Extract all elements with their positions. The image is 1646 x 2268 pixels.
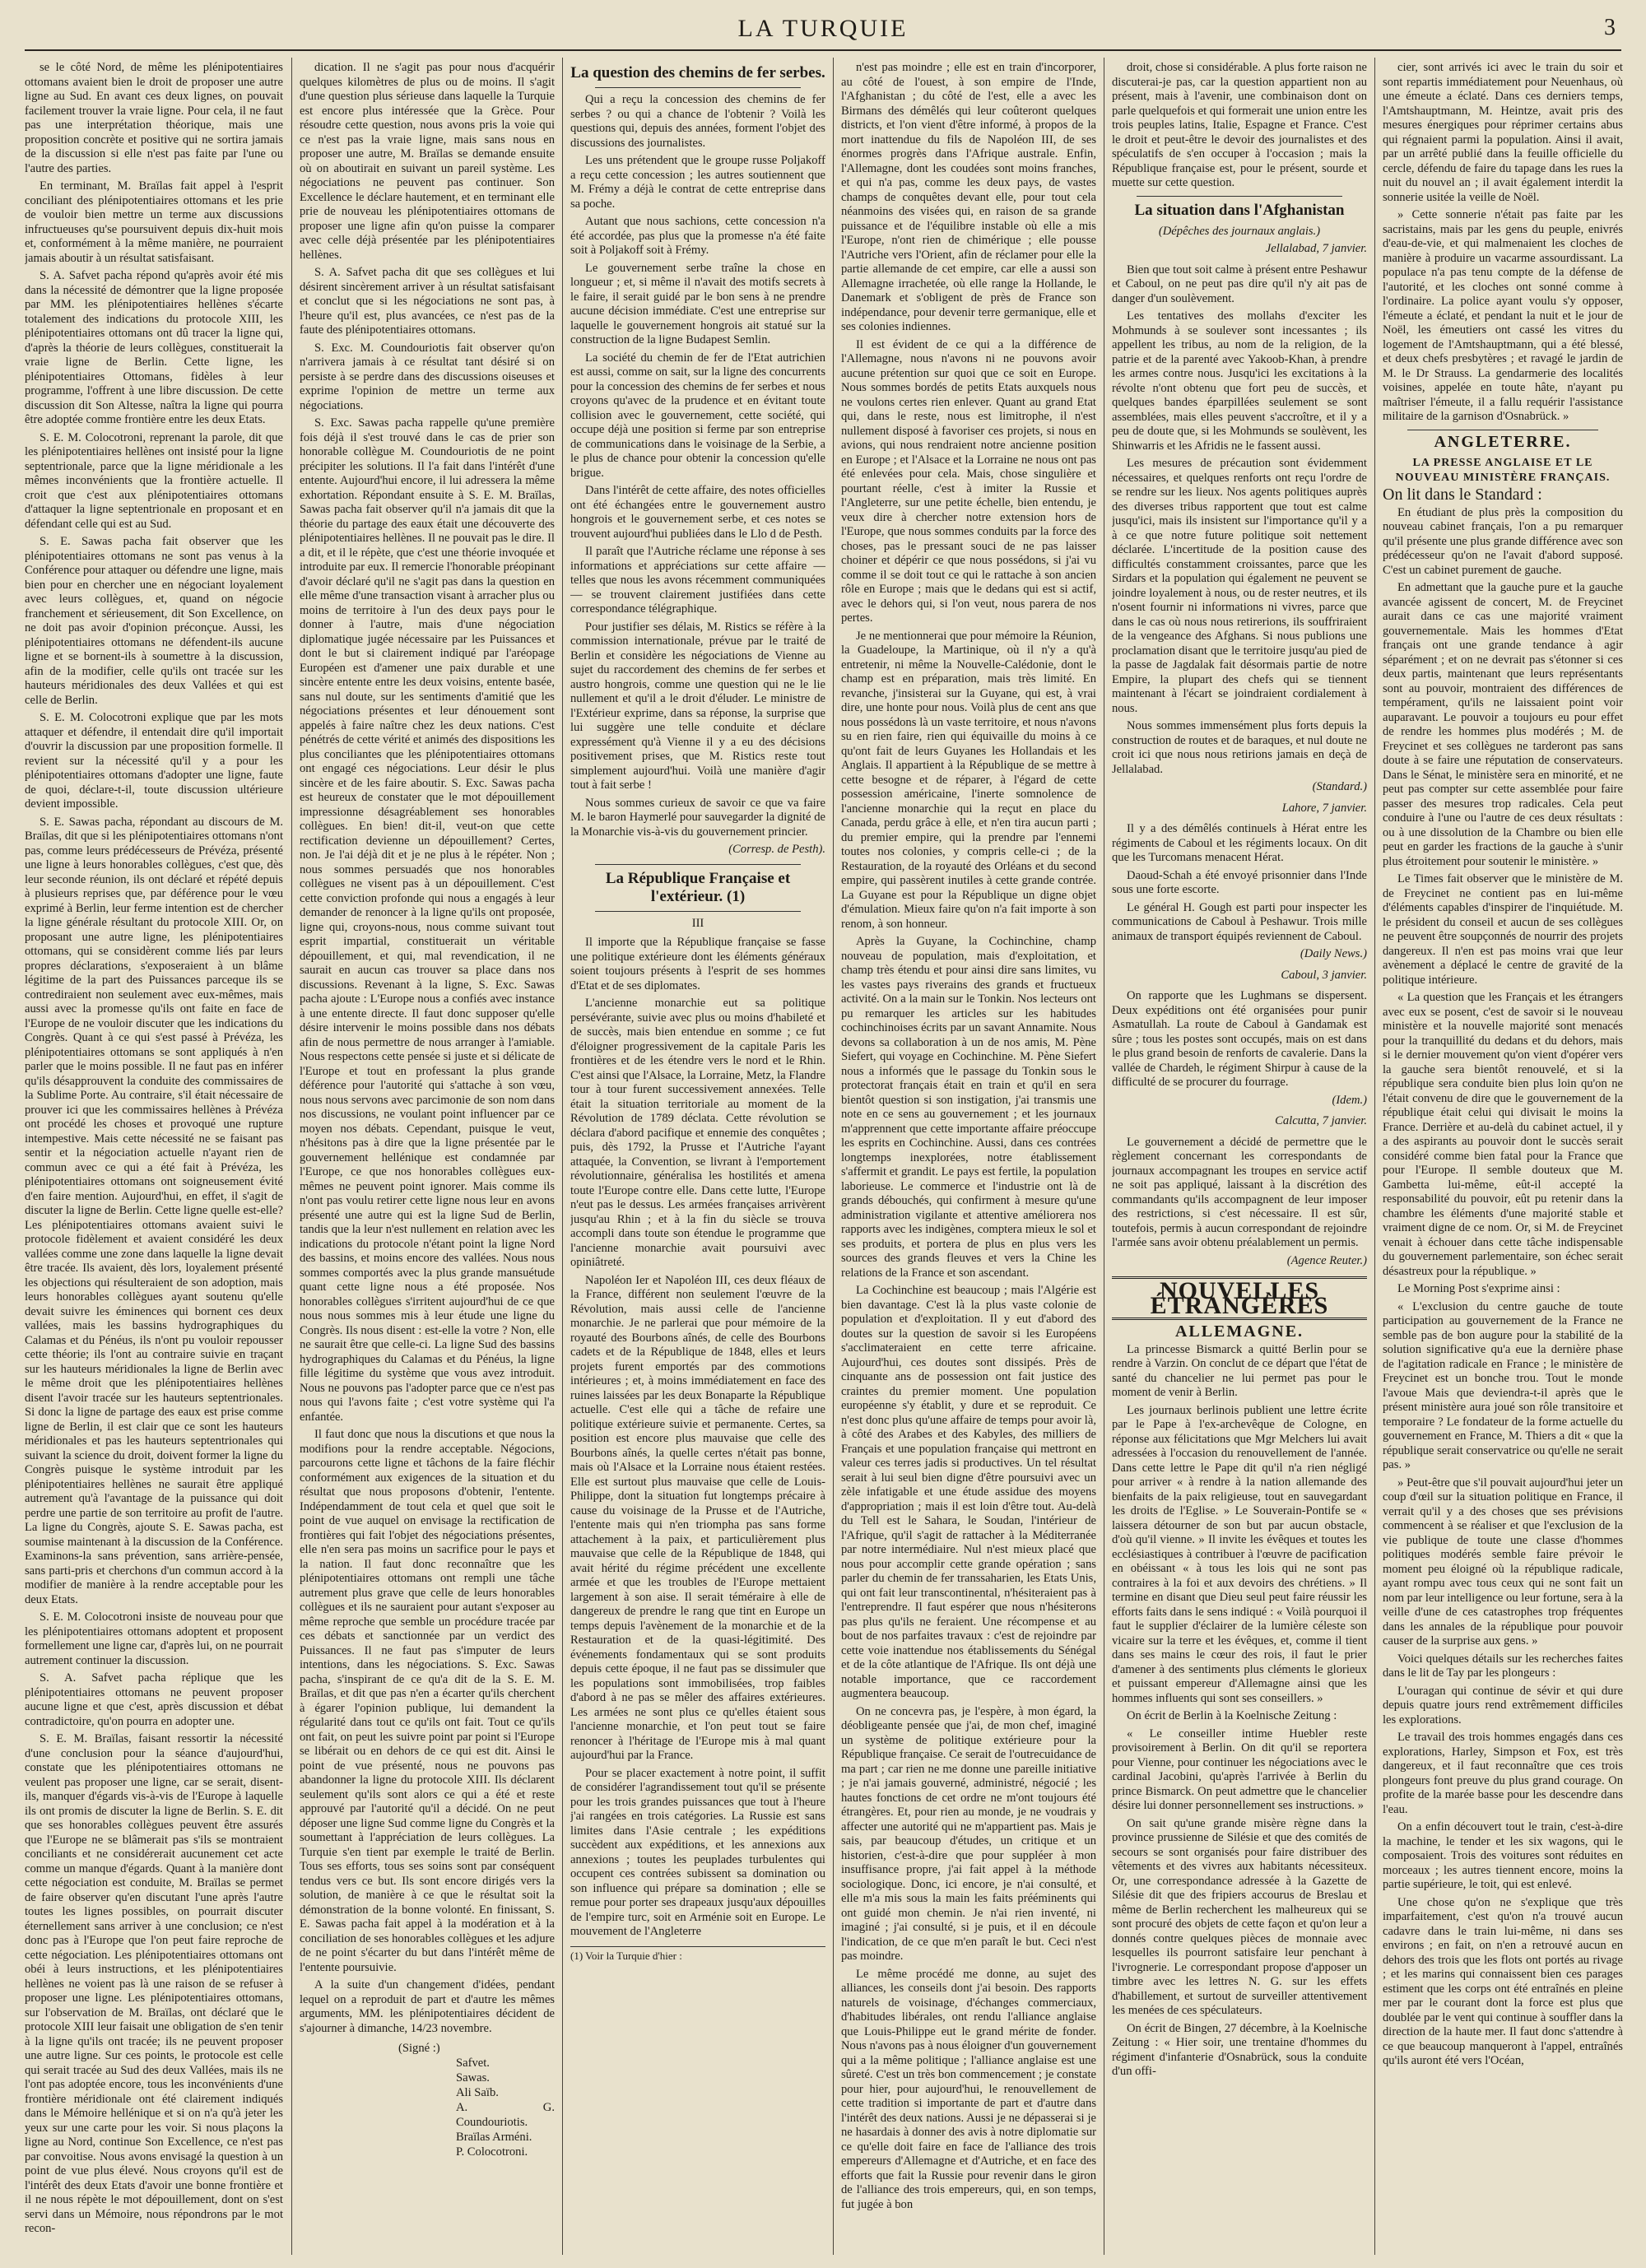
paragraph: se le côté Nord, de même les plénipotentiaires ottomans avaient bien le droit de proposer une autre ligne au Sud. En avant ces deux lignes, on pouvait facilement trouver la vraie ligne. Pour cela, il ne faut pas une interprétation théorique, mais une proposition concrète et positive qui ne sortira jamais de la discussion si elle n'est pas faite par l'une ou l'autre des parties. (25, 61, 283, 175)
headline-rule (595, 911, 801, 912)
paragraph: On rapporte que les Lughmans se dispersent. Deux expéditions ont été organisées pour punir Asmatullah. La route de Caboul à Gandamak est sûre ; tous les postes sont occupés, mais on est dans le plus grand besoin de renforts de cavalerie. Dans la vallée de Chardeh, le régiment Shirpur à cause de la difficulté de se procurer du fourrage. (1112, 989, 1367, 1089)
paragraph: On écrit de Berlin à la Koelnische Zeitung : (1127, 1709, 1337, 1722)
article-subhead: (Dépêches des journaux anglais.) (1158, 224, 1321, 238)
signature: Ali Saïb. (456, 2086, 499, 2099)
signature: Sawas. (456, 2071, 490, 2084)
paragraph: La Cochinchine est beaucoup ; mais l'Algérie est bien davantage. C'est là la plus vaste colonie de population et d'exploitation. Il y eut d'abord des doutes sur la question de savoir si les Européens s'acclimateraient en cette terre africaine. Aujourd'hui, ces doutes sont dissipés. Près de cinquante ans de possession ont fait justice des craintes du premier moment. Une population européenne s'y établit, y dure et se reproduit. Ce n'est donc plus qu'une affaire de temps pour avoir là, à côté des Arabes et des Kabyles, des milliers de Français et une population française qui mettront en valeur ces terres jadis si productives. Un tel résultat serait à lui seul bien digne d'être poursuivi avec un zèle infatigable et une étude assidue des moyens d'appropriation ; mais il est loin d'être tout. Au-delà du Tell est le Sahara, le Soudan, l'intérieur de l'Afrique, qu'il s'agit de rattacher à la Méditerranée par notre intermédiaire. Nul n'est mieux placé que nous pour accomplir cette grande opération ; sans parler du chemin de fer transsaharien, les Etats Unis, qui ont fait leur transcontinental, n'hésiteraient pas à l'entreprendre. Il faut espérer que nous n'hésiterons pas plus qu'ils ne feraient. Une récompense et au bout de nos parfaites travaux : c'est de rejoindre par cette voie inattendue nos établissements du Sénégal et de la côte atlantique de l'Afrique. Ils ont déjà une notable importance, que ce raccordement augmentera beaucoup. (841, 1284, 1096, 1700)
masthead (0, 12, 1646, 46)
paragraph: Daoud-Schah a été envoyé prisonnier dans l'Inde sous une forte escorte. (1112, 868, 1367, 896)
paragraph: Pour justifier ses délais, M. Ristics se réfère à la commission internationale, prévue par le traité de Berlin et considère les négociations de Vienne au sujet du raccordement des chemins de fer serbes et austro hongrois, comme une question qui ne le lie nullement et qu'il a le droit d'éluder. Le ministre de l'Extérieur exprime, dans sa réponse, la surprise que lui suggère une telle conduite et déclare expressément qu'à Vienne il y a eu des décisions positivement prises, que M. Ristics reste tout simplement aujourd'hui. Voilà une manière d'agir tout à fait serbe ! (570, 620, 825, 792)
article-headline: La question des chemins de fer serbes. (570, 64, 825, 81)
part-number: III (691, 916, 704, 930)
source-credit: (Daily News.) (1300, 947, 1367, 960)
paragraph: Les mesures de précaution sont évidemment nécessaires, et quelques renforts ont reçu l'ordre de se rendre sur les lieux. Nos agents politiques auprès des diverses tribus rapportent que tout est calme jusqu'ici, mais ils insistent sur l'importance qu'il y a à ce que notre future politique soit nettement déclarée. L'incertitude de la position cause des difficultés constamment croissantes, parce que les Sirdars et la population qui également ne peuvent se joindre loyalement à nous, ou de rester neutres, et ils n'osent fournir ni informations ni vivres, parce que dans le cas où nous nous retirerions, ils souffriraient de la vengeance des Afghans. Si nous publions une proclamation disant que le territoire jusqu'au pied de la passe de Jagdalak fait désormais partie de notre Empire, la plupart des chefs qui se tiennent maintenant à l'écart se joindraient cordialement à nous. (1112, 457, 1367, 715)
paragraph: Les uns prétendent que le groupe russe Poljakoff a reçu cette concession ; les autres soutiennent que M. Frémy a déjà le contrat de cette entreprise dans sa poche. (570, 154, 825, 211)
paragraph: En admettant que la gauche pure et la gauche avancée agissent de concert, M. de Freycinet aurait dans ce cas une majorité vraiment gouvernementale. Mais les hommes d'Etat français ont une grande tendance à agir séparément ; et on ne devrait pas s'étonner si ces deux partis, maintenant que leurs représentants sont au pouvoir, montraient des différences de tempérament, qu'ils ne laissaient point voir auparavant. Le pouvoir a toujours eu pour effet de rendre les hommes plus modérés ; M. de Freycinet et ses collègues ne tarderont pas sans doute à se faire une réputation de conservateurs. Dans le Sénat, le ministère sera en minorité, et ne peut pas compter sur cette assemblée pour faire passer des mesures trop radicales. Cela peut conduire à l'une ou l'autre de ces deux résultats : ou à une dissolution de la Chambre ou bien elle peut en garder les fractions de la gauche à s'unir plus étroitement pour soutenir le ministère. » (1383, 581, 1623, 868)
section-rule (1137, 196, 1342, 197)
masthead-rule (25, 49, 1621, 51)
source-credit: (Agence Reuter.) (1286, 1253, 1367, 1267)
paragraph: Une chose qu'on ne s'explique que très imparfaitement, c'est qu'on n'a trouvé aucun cadavre dans le train lui-même, ni dans ses environs ; en fait, on n'en a retrouvé aucun en dehors des trois que les flots ont portés au rivage ; et les marins qui connaissent bien ces parages estiment que les corps ont été entraînés en pleine mer par le courant dont la force est plus que doublée par le vent qui continue à souffler dans la direction de la haute mer. Il faut donc s'attendre à ce que beaucoup manqueront à l'appel, entraînés qu'ils auront été vers l'Océan, (1383, 1895, 1623, 2067)
signature: A. G. Coundouriotis. (456, 2101, 555, 2129)
paragraph: S. A. Safvet pacha répond qu'après avoir été mis dans la nécessité de démontrer que la ligne proposée par MM. les plénipotentiaires hellènes s'écarte totalement des indications du protocole XIII, les plénipotentiaires ottomans ont dû tracer la ligne qui, d'après la théorie de leurs collègues, constituerait la vraie ligne de Berlin. Cette ligne, les plénipotentiaires Ottomans, fidèles à leur programme, l'offrent à une libre discussion. De cette discussion dit Son Altesse, naîtra la ligne qui pourra être adoptée comme frontière entre les deux Etats. (25, 269, 283, 426)
paragraph: S. Exc. Sawas pacha rappelle qu'une première fois déjà il s'est trouvé dans le cas de prier son honorable collègue M. Coundouriotis de ne point précipiter les solutions. Il l'a fait dans l'intérêt d'une entente. Aujourd'hui encore, il lui adressera la même exhortation. Répondant ensuite à S. E. M. Braïlas, Sawas pacha fait observer qu'il n'a jamais dit que la théorie du partage des eaux était une découverte des plénipotentiaires hellènes. Il ne pouvait pas le dire. Il a dit, et il le répète, que c'est une théorie invoquée et introduite par eux. Il remercie l'honorable préopinant d'avoir déclaré qu'il ne s'agit pas dans la question en elle même d'une transaction visant à arracher plus ou moins de territoire à l'un des deux pays pour le donner à l'autre, mais d'une négociation diplomatique jugée nécessaire par les Puissances et dont le but si clairement indiqué par l'aréopage Européen est d'amener une paix durable et une sincère entente entre les deux voisins, entente basée, sans nul doute, sur les sentiments d'amitié que les négociations présentes et leur dénouement sont appelés à faire naître chez les deux nations. C'est pénétrés de cette vérité et animés des dispositions les plus conciliantes que les plénipotentiaires ottomans ont engagé ces négociations. Leur désir le plus sincère et de les faire aboutir. S. Exc. Sawas pacha est heureux de constater que le mot dépouillement impressionne désagréablement ses honorables collègues. En bien! dit-il, veut-on que cette rectification devienne un dépouillement? Certes, non. Je l'ai déjà dit et je ne plus à le répéter. Non ; nous sommes persuadés que nos honorables collègues ne visent pas à un dépouillement. C'est cette conviction profonde qui nous a engagés à leur demander de renoncer à la ligne qu'ils ont proposée, ligne qui, croyons-nous, nous comme suivant tout esprit impartial, constituerait un véritable dépouillement, et qui, mal revendication, il ne saurait en aucun cas trouver sa place dans nos discussions. Revenant à la ligne, S. Exc. Sawas pacha ajoute : L'Europe nous a confiés avec instance à une entente directe. Il faut donc supposer qu'elle désire intervenir le moins possible dans nos débats afin de nous permettre de nous arranger à l'amiable. Nous respectons cette pensée si juste et si délicate de l'Europe et tout en professant la plus grande déférence pour l'autorité qui s'attache à son vœu, nous nous servons avec parcimonie de son nom dans nos discussions, ne voulant point influencer par ce moyen nos débats. Cependant, puisque le veut, n'hésitons pas à dire que la ligne présentée par le gouvernement hellénique est condamnée par l'Europe, ce que nos honorables collègues eux-mêmes ne peuvent point ignorer. Mais comme ils n'ont pas voulu retirer cette ligne nous leur en avons présenté une autre qui est la ligne Sud de Berlin, tandis que la leur n'est nullement en relation avec les indications du protocole n'étant point la ligne Nord des bassins, et moins encore des vallées. Nous nous sommes comportés avec la plus grande mansuétude quant cette ligne nous a été proposée. Nos honorables collègues s'irritent aujourd'hui de ce que nous nous sommes mis à leur étude une ligne du Congrès. Ils nous disent : est-elle la votre ? Non, elle ne saurait être que celle-ci. La ligne Sud des bassins hydrographiques du Calamas et du Pénéus, la ligne fille légitime du système que vous avez introduit. Nous ne pouvons pas l'adopter parce que ce n'est pas nous qui l'avons faite ; c'est votre système qui l'a enfantée. (300, 416, 555, 1424)
paragraph: Il faut donc que nous la discutions et que nous la modifions pour la rendre acceptable. Négocions, parcourons cette ligne et tâchons de la faire fléchir conformément aux exigences de la situation et du résultat que nous proposons d'obtenir, l'entente. Indépendamment de tout cela et quel que soit le point de vue auquel on envisage la rectification de frontières qui fait l'objet des négociations présentes, elle n'en sera pas moins un sacrifice pour le pays et la nation. Il faut donc reconnaître que les plénipotentiaires ottomans ont rempli une tâche autrement plus grave que celle de leurs honorables collègues et ils ne sauraient pour autant s'exposer au même reproche que semble un procédure tracée par ces débats et sanctionnée par un verdict des Puissances. Il ne faut pas s'imputer de leurs intentions, dans les négociations. S. Exc. Sawas pacha, s'inspirant de ce qu'a dit de la S. E. M. Braïlas, et dit que pas n'en a écarter qu'ils cherchent à égarer l'opinion publique, lui demandent la régularité dans tout ce qu'ils ont fait. Tout ce qu'ils ont fait, on peut les suivre point par point si l'Europe se libérait ou en dehors de ce qui est dit. Ainsi le point de vue présenté, nous ne pouvons pas abandonner la ligne du protocole XIII. Ils déclarent seulement qu'ils sont alors ce qui a été et reste approuvé par l'autorité qu'il a décidé. On ne peut déposer une ligne Sud comme ligne du Congrès et la soumettant à l'appréciation de leurs collègues. La Turquie s'en tient par exemple le traité de Berlin. Tous ses efforts, tous ses soins sont par conséquent tendus vers ce but. Ils sont encore dirigés vers la solution, de manière à ce que le résultat soit la démonstration de la bonne volonté. En finissant, S. E. Sawas pacha fait appel à la modération et à la conciliation de ses honorables collègues et les adjure de ne point s'écarter du but dans l'intérêt même de l'entente poursuivie. (300, 1428, 555, 1974)
paragraph: cier, sont arrivés ici avec le train du soir et sont repartis immédiatement pour Neuenhaus, où une émeute a éclaté. Dans ces derniers temps, l'Amtshauptmann, M. Heintze, avait pris des mesures énergiques pour réprimer certains abus qui régnaient parmi la population. Ainsi il avait, par un arrêté publié dans la feuille officielle du cercle, défendu de faire du tapage dans les rues la nuit du nouvel an ; il avait également interdit la sonnerie usitée la veille de Noël. (1383, 61, 1623, 204)
paragraph: S. A. Safvet pacha dit que ses collègues et lui désirent sincèrement arriver à un résultat satisfaisant et conclut que si les négociations ne sont pas, à l'heure qu'il est, plus avancées, ce n'est pas de la faute des plénipotentiaires ottomans. (300, 266, 555, 337)
column-divider (833, 58, 834, 2255)
paragraph: On ne concevra pas, je l'espère, à mon égard, la déobligeante pensée que j'ai, de mon chef, imaginé un système de politique extérieure pour la République française. Ce serait de l'outrecuidance de ma part ; car rien ne me donne une pareille initiative ; je n'ai jamais gouverné, administré, négocié ; les hautes fonctions de cet ordre ne m'ont toujours été étrangères. Et, pour rien au monde, je ne voudrais y affecter une autorité qui ne m'appartient pas. Mais je sais, par beaucoup d'études, un critique et un historien, c'est-à-dire que pour suppléer à mon insuffisance propre, j'ai fait appel à la méthode sociologique. Donc, ici encore, je n'ai consulté, et elle m'a mis sous la main les faits prééminents qui ont guidé mon chemin. Je n'ai rien inventé, ni imaginé ; j'ai consulté, si je puis, et il en découle l'indication, de ce que m'en paraît le but. Ceci n'est pas moindre. (841, 1704, 1096, 1963)
paragraph: Les journaux berlinois publient une lettre écrite par le Pape à l'ex-archevêque de Cologne, en réponse aux félicitations que Mgr Melchers lui avait adressées à l'occasion du renouvellement de l'année. Dans cette lettre le Pape dit qu'il n'a rien négligé pour arriver « à rendre à la nation allemande des bienfaits de la paix religieuse, tout en sauvegardant les droits de l'Eglise. » Le Souverain-Pontife se « laissera détourner de son but par aucun obstacle, d'où qu'il vienne. » Il invite les évêques et toutes les ecclésiastiques à contribuer à l'œuvre de pacification en obéissant « à tous les lois qui ne sont pas contraires à la foi et aux devoirs des chrétiens. » Il termine en disant que Dieu seul peut faire réussir les efforts faits dans le sens indiqué : « Voilà pourquoi il faut le supplier d'éclairer de la lumière céleste son vicaire sur la terre et les évêques, et, comme il tient dans ses mains le cœur des rois, il faut le prier d'amener à des sentiments plus cléments le glorieux et puissant empereur d'Allemagne ainsi que les hommes influents qui sont ses conseillers. » (1112, 1403, 1367, 1705)
paragraph: S. E. Sawas pacha fait observer que les plénipotentiaires ottomans ne sont pas venus à la Conférence pour attaquer ou défendre une ligne, mais bien pour en chercher une en négociant loyalement avec leurs collègues, et, quand on négocie franchement et sérieusement, dit Son Excellence, on ne doit pas avoir d'opinion préconçue. Aussi, les plénipotentiaires ottomans ne défendent-ils aucune ligne et se bornent-ils à soumettre à la discussion, afin de la modifier, celle qu'ils ont tracée sur les hauteurs méridionales des deux Vallées et qui est celle de Berlin. (25, 535, 283, 707)
column-2 (300, 61, 555, 2250)
paragraph: Le Times fait observer que le ministère de M. de Freycinet ne contient pas en lui-même d'éléments capables d'inspirer de l'inquiétude. M. le président du conseil et aucun de ses collègues ne peuvent être soupçonnés de nourrir des projets dangereux. Il n'en est pas moins vrai que leur avènement a déplacé le centre de gravité de la politique intérieure. (1383, 872, 1623, 987)
column-4 (841, 61, 1096, 2250)
paragraph: S. E. M. Braïlas, faisant ressortir la nécessité d'une conclusion pour la séance d'aujourd'hui, constate que les plénipotentiaires ottomans ne veulent pas proposer une ligne, car se serait, disent-ils, manquer d'égards vis-à-vis de l'Europe à laquelle ils ont promis de discuter la ligne de Berlin. S. E. dit que ses honorables collègues peuvent être assurés que l'Europe ne se blâmerait pas s'ils se montraient conciliants et ne considérerait aucunement cet acte comme un manque d'égards. Quant à la manière dont cette négociation est conduite, M. Braïlas se permet de faire observer qu'en discutant l'une après l'autre toutes les lignes possibles, on pourrait discuter éternellement sans arriver à une conclusion; ce n'est donc pas à l'Europe que l'on peut faire reproche de cette négociation. Les plénipotentiaires ottomans ont obéi à leurs instructions, et les plénipotentiaires hellènes ne voient pas là une raison de se refuser à proposer une ligne. Les plénipotentiaires ottomans, sur l'observation de M. Braïlas, ont déclaré que le protocole XIII leur faisait une obligation de s'en tenir à la ligne qu'ils ont tracée; ils ne peuvent proposer une autre ligne. Sur ces points, le protocole est celle qui serait tracée au Sud des deux Vallées, mais ils ne l'ont pas adoptée encore, tous les inconvénients d'une frontière méridionale ont été clairement indiqués dans le Mémoire hellénique et si on n'a qu'à jeter les yeux sur une carte pour les voir. Si nous plaçons la ligne au Nord, continue Son Excellence, ce n'est pas par convoitise. Nous avons envisagé la question à un point de vue plus élevé. Nous croyons qu'il est de l'intérêt des deux Etats d'avoir une bonne frontière et il ne nous répète le mot dépouillement, dont on s'est servi dans un Mémoire, nous répondrons par le mot recon- (25, 1732, 283, 2235)
paragraph: Napoléon Ier et Napoléon III, ces deux fléaux de la France, différent non seulement l'œuvre de la Révolution, mais aussi celle de l'ancienne monarchie. Je ne parlerai que pour mémoire de la royauté des Bourbons aînés, de celle des Bourbons cadets et de la République de 1848, elles et leurs projets furent emportés par des commotions intérieures ; et, à moins immédiatement en face des ruines laissées par les deux Bonaparte la République actuelle. C'est elle qui a tâche de refaire une politique extérieure suivie et permanente. Certes, sa position est encore plus mauvaise que celle des Bourbons aînés, la quelle certes n'était pas bonne, mais où l'Alsace et la Lorraine nous étaient restées. Elle est surtout plus mauvaise que celle de Louis-Philippe, dont la situation fut longtemps précaire à cause du voisinage de la Prusse et de l'Autriche, l'entente mais qui n'en triompha pas sans forme attachement à la paix, et particulièrement plus mauvaise que celle de la République de 1848, qui avait hérité du régime précédent une excellente armée et que les troubles de l'Europe mettaient largement à son aise. Il serait téméraire à elle de dangereux de prendre le rang que tint en Europe un temps depuis l'avènement de la monarchie et de la Restauration et de la quasi-légitimité. Des événements fondamentaux qui se sont produits depuis cette époque, il ne faut pas se dissimuler que les populations sont immobilisées, trop faibles d'abord à ne pas se mêler des affaires extérieures. Les armées ne sont plus ce qu'elles étaient sous l'ancienne monarchie, et l'on peut tout se faire renoncer à l'héritage de l'Europe mis à mal quant aujourd'hui par la France. (570, 1273, 825, 1762)
country-head: ANGLETERRE. (1434, 432, 1572, 451)
paragraph: En étudiant de plus près la composition du nouveau cabinet français, l'on a pu remarquer qu'il présente une plus grande différence avec son prédécesseur qu'on ne l'avait d'abord supposé. C'est un cabinet purement de gauche. (1383, 505, 1623, 577)
paragraph: « La question que les Français et les étrangers avec eux se posent, c'est de savoir si le nouveau ministère et la nouvelle majorité sont menacés pour la tranquillité du dedans et du dehors, mais si le dernier mouvement qu'on vient d'opérer vers la gauche sera bientôt renouvelé, et si la république sera conduite bien plus loin qu'on ne l'était convenu de dire que le gouvernement de la république était celui qui divisait le moins la France. Derrière et au-delà du cabinet actuel, il y a des aspirants au pouvoir dont le succès serait considéré comme bien fatal pour la France que pour l'Europe. Il semble douteux que M. Gambetta lui-même, eût-il accepté la responsabilité du pouvoir, eût pu retenir dans la chambre les éléments d'une majorité stable et vraiment digne de ce nom. Or, si M. de Freycinet venait à échouer dans cette tâche indispensable du gouvernement parlementaire, son échec serait désastreux pour la république. » (1383, 991, 1623, 1278)
column-5 (1112, 61, 1367, 2250)
paragraph: S. E. Sawas pacha, répondant au discours de M. Braïlas, dit que si les plénipotentiaires ottomans n'ont pas, comme leurs prédécesseurs de Prévéza, présenté une ligne à leurs honorables collègues, c'est que, dès leur seconde réunion, ils ont déclaré et répété depuis à plusieurs reprises que, par déférence pour le vœu exprimé à Berlin, leur ferme intention est de chercher la ligne générale résultant du protocole XIII. Or, on proposant une autre ligne, les plénipotentiaires ottomans, qui se considèrent comme liés par leurs propres déclarations, s'exposeraient à un blâme légitime de la part des Puissances parceque ils se contrediraient non seulement avec eux-mêmes, mais aussi avec la promesse qu'ils ont faite en face de l'Europe de ne vouloir discuter que les indications du Congrès. Quant à ce qui s'est passé à Prévéza, les plénipotentiaires ottomans se sont appliqués à n'en parler que le moins possible. Il ne faut pas en inférer qu'ils désapprouvent la conduite des commissaires de la Sublime Porte. Au contraire, s'il était nécessaire de prouver ici que les commissaires hellènes à Prévéza ont procédé les choses et provoqué une rupture intempestive. Mais cette nécessité ne se faisant pas sentir et la négociation actuelle n'ayant rien de commun avec ce qui a été fait à Prévéza, les plénipotentiaires ottomans ont soigneusement évité d'en faire mention. Aujourd'hui, en effet, il s'agit de discuter la ligne de Berlin. Cette ligne quelle est-elle? Les plénipotentiaires ottomans avaient suivi le protocole fidèlement et avaient considéré les deux vallées comme une zone dans laquelle la ligne devait être tracée. Ils avaient, dès lors, loyalement présenté les objections qui résulteraient de son adoption, mais leurs honorables collègues ayant soutenu qu'elle devait suivre les éminences qui bornent ces deux vallées, mais les bassins hydrographiques du Calamas et du Pénéus, ils n'ont pu vouloir repousser cette théorie; ils l'ont au contraire suivie en traçant sur les hauteurs méridionales la ligne de Berlin avec le même droit que les plénipotentiaires hellènes disent l'avoir tracée sur les hauteurs septentrionales. Si donc la ligne de partage des eaux est prise comme ligne de Berlin, il est clair que ce sont les hauteurs méridionales et pas les hauteurs septentrionales qui suivant la science du droit, doivent former la ligne du Congrès puisque le système introduit par les plénipotentiaires hellènes ne saurait être appliqué autrement qu'à l'avantage de la puissance qui doit perdre une partie de son territoire au profit de l'autre. La ligne du Congrès, ajoute S. E. Sawas pacha, est soumise maintenant à la discussion de la Conférence. Examinons-la sans prévention, sans arrière-pensée, sans parti-pris et cherchons d'un commun accord à la modifier de manière à la rendre acceptable pour les deux Etats. (25, 815, 283, 1606)
country-head: ALLEMAGNE. (1174, 1322, 1304, 1341)
source-credit: (Idem.) (1332, 1093, 1367, 1107)
paragraph: Il importe que la République française se fasse une politique extérieure dont les éléments généraux soient toujours présents à l'esprit de ses hommes d'Etat et de ses diplomates. (570, 936, 825, 992)
paragraph: Après la Guyane, la Cochinchine, champ nouveau de population, mais d'exploitation, et champ très étendu et pour ainsi dire sans limites, vu les vastes pays riverains des grands et fructueux activité. On a la main sur le Tonkin. Nos lecteurs ont pu remarquer les articles sur les habitudes cochinchinoises écrits par un savant Annamite. Nous devons sa collaboration à un de nos amis, M. Pène Siefert, qui voyage en Cochinchine. M. Pène Siefert nous a informés que le passage du Tonkin sous le protectorat français était en train et qu'il en sera bientôt question si son instigation, j'ai transmis une note en ce sens au gouvernement ; et les journaux m'apprennent que cette importante affaire préoccupe les esprits en Cochinchine. Aussi, dans ces contrées longtemps inexplorées, notre établissement s'affermit et grandit. Le pays est fertile, la population laborieuse. Le commerce et l'industrie ont là de grands débouchés, qui confirment à mesure qu'une administration vigilante et attentive améliorera nos rapports avec les indigènes, comptera mieux le sol et ses produits, et portera de plus en plus vers les sources des grands fleuves et vers la Chine les relations de la France et son ascendant. (841, 935, 1096, 1280)
dateline: Calcutta, 7 janvier. (1275, 1114, 1367, 1127)
paragraph: Le même procédé me donne, au sujet des alliances, les conseils dont j'ai besoin. Des rapports naturels de voisinage, d'échanges commerciaux, d'habitudes libérales, ont rendu l'alliance anglaise que Louis-Philippe eut le grand mérite de fonder. Nous n'avons pas à nous éloigner d'un gouvernement qui a la même politique ; l'alliance anglaise est une sûreté. C'est un très bon commencement ; je constate pour hier, pour aujourd'hui, le renouvellement de cette tradition si importante de part et d'autre dans l'intérêt des deux nations. Aussi je ne dépasserai si je ne hasardais à donner des avis à notre diplomatie sur ce qu'elle doit faire en face de l'alliance des trois empereurs d'Allemagne et d'Autriche, et en face des efforts que fait la Russie pour revenir dans le giron de l'alliance des trois empereurs, qui, en son temps, fut jugée à bon (841, 1967, 1096, 2211)
paragraph: dication. Il ne s'agit pas pour nous d'acquérir quelques kilomètres de plus ou de moins. Il s'agit d'une question plus sérieuse dans laquelle la Turquie est encore plus intéressée que la Grèce. Pour résoudre cette question, nous avons pris la voie qui ce n'est pas la vraie ligne, mais sans nous en proposer une autre, M. Braïlas se demande ensuite où on aboutirait en suivant un pareil système. Les négociations ne peuvent pas continuer. Son Excellence le déclare hautement, et en terminant elle prie de nouveau les plénipotentiaires ottomans de proposer une ligne afin qu'on puisse la comparer avec celle déjà présentée par les plénipotentiaires hellènes. (300, 61, 555, 262)
dateline: Caboul, 3 janvier. (1281, 968, 1367, 982)
dateline: Lahore, 7 janvier. (1281, 801, 1367, 815)
column-divider (1374, 58, 1375, 2255)
paragraph: S. A. Safvet pacha réplique que les plénipotentiaires ottomans ne peuvent proposer aucune ligne et que c'est, après discussion et débat contradictoire, qu'on pourra en adopter une. (25, 1671, 283, 1728)
section-banner: NOUVELLES ÉTRANGÈRES (1112, 1276, 1367, 1320)
paragraph: n'est pas moindre ; elle est en train d'incorporer, au côté de l'ouest, à son empire de l'Inde, l'Afghanistan ; du côté de l'est, elle a avec les Birmans des démêlés qui leur coûteront quelques districts, et l'on vient d'être informé, à propos de la mort inattendue du fils de Napoléon III, de ses énormes progrès dans l'Afrique australe. Enfin, l'Allemagne, dont les coudées sont moins franches, et qui n'a pas, comme les deux pays, de vastes champs de conquêtes devant elle, pour tout cela néanmoins des visées qui, en raison de sa grande puissance et de l'équilibre instable où elle a mis l'Europe, n'ont rien de chimérique ; elle pousse l'Autriche vers l'Orient, afin de réclamer pour elle la partie allemande de cet empire, car elle a aussi son Allemagne irrachetée, où elle range la Hollande, le Danemark et s'obligent de près de France son indépendance, pour devenir terre germanique, elle et ses colonies indiennes. (841, 61, 1096, 333)
paragraph: On écrit de Bingen, 27 décembre, à la Koelnische Zeitung : « Hier soir, une trentaine d'hommes du régiment d'infanterie d'Osnabrück, sous la conduite d'un offi- (1112, 2021, 1367, 2078)
paragraph: Autant que nous sachions, cette concession n'a été accordée, pas plus que la promesse n'a été faite soit à Poljakoff soit à Frémy. (570, 215, 825, 257)
article-headline: La République Française et l'extérieur. (1) (605, 869, 791, 905)
paragraph: Il est évident de ce qui a la différence de l'Allemagne, nous n'avons ni ne pouvons avoir aucune prétention sur quoi que ce soit en Europe. Nous sommes bordés de petits Etats auxquels nous ne voulons certes rien enlever. Quant au grand Etat qui, dans le reste, nous est limitrophe, il n'est nullement disposé à favoriser ces projets, si nous en avions, qui nous rendraient notre ancienne position en Europe ; et l'Alsace et la Lorraine ne nous ont pas été enlevées pour cela. Mais, chose singulière et pourtant réelle, c'est à imiter la Russie et l'Angleterre, sur une petite échelle, bien entendu, je veux dire à chercher notre extension hors de l'Europe, que nous sommes conduits par la force des choses, pas le pressant souci de ne pas laisser choiner et dépérir ce que nous possédons, si j'ai vu comme il se doit tout ce qui le rattache à son ancien rôle en Europe ; mais que le dedans qui est si actif, avec le dehors qui, si l'on veut, nous parera de nos pertes. (841, 337, 1096, 625)
paragraph: Bien que tout soit calme à présent entre Peshawur et Caboul, on ne peut pas dire qu'il n'y ait pas de danger d'un soulèvement. (1112, 263, 1367, 305)
column-1 (25, 61, 283, 2250)
signature-label: (Signé :) (398, 2042, 440, 2055)
source-credit: (Corresp. de Pesth). (728, 843, 825, 856)
footnote: (1) Voir la Turquie d'hier : (570, 1946, 825, 1964)
paragraph: Qui a reçu la concession des chemins de fer serbes ? ou qui a chance de l'obtenir ? Voilà les questions qui, depuis des années, forment l'objet des discussions des journalistes. (570, 93, 825, 150)
signature-block (398, 2041, 555, 2159)
column-divider (291, 58, 292, 2255)
paragraph: droit, chose si considérable. A plus forte raison ne discuterai-je pas, car la question appartient non au présent, mais à l'avenir, une combinaison dont on parle quelquefois et qui formerait une union entre les trois peuples latins, Italie, Espagne et France. C'est le droit et peut-être le devoir des journalistes et des spéculatifs de s'en occuper à l'occasion ; mais la République française est, pour le présent, sourde et muette sur cette question. (1112, 61, 1367, 189)
paragraph: « L'exclusion du centre gauche de toute participation au gouvernement de la France ne semble pas de bon augure pour la stabilité de la solution significative qu'a eue la dernière phase de l'agitation radicale en France ; le ministère de Freycinet est un bonche trou. Tout le monde l'avoue Mais que deviendra-t-il après que le présent ministère aura joué son rôle transitoire et temporaire ? Le fondateur de la forme actuelle du gouvernement en France, M. Thiers a dit « que la république serait conservatrice ou qu'elle ne serait pas. » (1383, 1299, 1623, 1471)
paragraph: » Peut-être que s'il pouvait aujourd'hui jeter un coup d'œil sur la situation politique en France, il verrait qu'il y a des choses que ses prévisions commencent à se réaliser et que l'exclusion de la vie publique de toute une classe d'hommes politiques modérés semble faire prévoir le moment peu éloigné où la république radicale, ayant rompu avec tous ceux qui ne sont fait un nom par leur intelligence ou leur fortune, sera à la veille d'une de ces catastrophes trop fréquentes dans les annales de la république pour pouvoir causer de la surprise aux gens. » (1383, 1476, 1623, 1648)
headline-rule (595, 87, 801, 88)
column-3 (570, 61, 825, 2250)
source-credit: (Standard.) (1312, 780, 1367, 793)
paragraph: La princesse Bismarck a quitté Berlin pour se rendre à Varzin. On conclut de ce départ que l'état de santé du chancelier ne lui permet pas pour le moment de venir à Berlin. (1112, 1342, 1367, 1399)
paragraph: Les tentatives des mollahs d'exciter les Mohmunds à se soulever sont incessantes ; ils appellent les tribus, au nom de la religion, de la patrie et de la parenté avec Yakoob-Khan, à prendre les armes contre nous. Jusqu'ici les excitations à la révolte n'ont obtenu que fort peu de succès, et quelques bandes éparpillées seulement se sont assemblées, mais elles peuvent s'accroître, et il y a peu de doute que, si les Mohmunds se soulèvent, les Shinwarris et les Afridis ne le fassent aussi. (1112, 309, 1367, 453)
paragraph: On a enfin découvert tout le train, c'est-à-dire la machine, le tender et les six wagons, qui le composaient. Trois des voitures sont réduites en morceaux ; les autres tiennent encore, moins la partie supérieure, le toit, qui est enlevé. (1383, 1820, 1623, 1891)
paragraph: » Cette sonnerie n'était pas faite par les sacristains, mais par les gens du peuple, enivrés d'eau-de-vie, et qui malmenaient les cloches de manière à produire un vacarme assourdissant. La populace n'a pas tenu compte de la défense de l'autorité, et les cloches ont sonné comme à l'ordinaire. La police ayant voulu s'y opposer, l'émeute a éclaté, et pendant la nuit et le jour de Noël, les émeutiers ont cassé les vitres du logement de l'Amtshauptmann, qui a été blessé, et deux chefs presbytères ; et ravagé le jardin de M. le Dr Strauss. La gendarmerie des localités voisines, appelée en toute hâte, n'ayant pu maîtriser l'émeute, il a fallu requérir l'assistance militaire de la garnison d'Osnabrück. » (1383, 208, 1623, 423)
paragraph: Le gouvernement serbe traîne la chose en longueur ; et, si même il n'avait des motifs secrets à le faire, il serait guidé par le bon sens à ne prendre aucune décision immédiate. C'est une entreprise sur laquelle le gouvernement hongrois ait statué sur la construction de la ligne Budapest Semlin. (570, 261, 825, 346)
paragraph: L'ouragan qui continue de sévir et qui dure depuis quatre jours rend extrêmement difficiles les explorations. (1383, 1684, 1623, 1727)
article-headline: La situation dans l'Afghanistan (1134, 201, 1345, 219)
paragraph: Il y a des démêlés continuels à Hérat entre les régiments de Caboul et les régiments locaux. On dit que les Turcomans menacent Hérat. (1112, 822, 1367, 864)
paragraph: Le gouvernement a décidé de permettre que le règlement concernant les correspondants de journaux accompagnant les troupes en service actif ne soit pas appliqué, laissant à la discrétion des commandants qu'ils accompagnent de leur imposer des restrictions, si c'est nécessaire. Il est sûr, toutefois, permis à aucun correspondant de rejoindre l'armée sans avoir obtenu préalablement un permis. (1112, 1135, 1367, 1249)
signature: Safvet. (456, 2057, 490, 2070)
paragraph: Il paraît que l'Autriche réclame une réponse à ses informations et appréciations sur cette affaire — telles que nous les avons récemment communiquées — se trouvent clairement justifiées dans cette correspondance télégraphique. (570, 545, 825, 616)
paragraph: Le général H. Gough est parti pour inspecter les communications de Caboul à Peshawur. Trois mille animaux de transport équipés reviennent de Caboul. (1112, 900, 1367, 943)
paragraph: Pour se placer exactement à notre point, il suffit de considérer l'agrandissement tout qu'il se présente pour les trois grandes puissances que tout à l'heure j'ai rangées en trois catégories. La Russie est sans limites dans l'Asie centrale ; les expéditions succèdent aux expéditions, et les annexions aux annexions ; toutes les peuplades turbulentes qui occupent ces contrées subissent sa domination ou son influence qui prépare sa domination ; elle se remue pour porter ses drapeaux jusqu'aux dépouilles de l'empire turc, soit en Arménie soit en Europe. Le mouvement de l'Angleterre (570, 1766, 825, 1938)
signature: Braïlas Arméni. (456, 2131, 532, 2144)
article-intro: On lit dans le Standard : (1383, 486, 1542, 504)
paragraph: Je ne mentionnerai que pour mémoire la Réunion, la Guadeloupe, la Martinique, où il n'y a qu'à entretenir, ni même la Nouvelle-Calédonie, dont le champ est en préparation, mais très limité. En revanche, j'insisterai sur la Guyane, qui est, à vrai dire, une honte pour nous. Voilà plus de cent ans que nous possédons là un vaste territoire, et nous n'avons su en rien faire, rien qui équivaille du moins à ce qu'ont fait de leurs Guyanes les Hollandais et les Anglais. Il appartient à la République de se mettre à cette besogne et de réparer, à l'égard de cette possession américaine, l'inerte somnolence de l'ancienne monarchie qui la reçut en place du Canada, perdu grâce à elle, et n'en tira aucun parti ; du premier empire, qui la prendre par l'ennemi toutes nos colonies, y compris celle-ci ; de la Restauration, de la royauté des Orléans et du second empire, qui passèrent inutiles à cette grande contrée. La Guyane est pour la République un digne objet d'émulation. Mieux faire qu'on n'a fait importe à son renom, à son honneur. (841, 629, 1096, 931)
section-rule (595, 864, 801, 865)
paragraph: Le travail des trois hommes engagés dans ces explorations, Harley, Simpson et Fox, est très dangereux, et il faut reconnaître que ces trois plongeurs font preuve du plus grand courage. On profite de la marée basse pour les descendre dans l'eau. (1383, 1731, 1623, 1816)
article-subhead: LA PRESSE ANGLAISE ET LE NOUVEAU MINISTÈRE FRANÇAIS. (1395, 457, 1611, 484)
paragraph: S. E. M. Colocotroni, reprenant la parole, dit que les plénipotentiaires hellènes ont insisté pour la ligne septentrionale, parce que la ligne méridionale a les mêmes inconvénients que la frontière actuelle. Il croit que c'est aux plénipotentiaires ottomans d'attaquer la ligne septentrionale en proposant et en défendant celle qui est au Sud. (25, 430, 283, 531)
paragraph: S. E. M. Colocotroni explique que par les mots attaquer et défendre, il entendait dire qu'il importait d'ouvrir la discussion par une proposition formelle. Il revient sur la nécessité qu'il y a pour les plénipotentiaires ottomans d'adopter une ligne, faute de quoi, déclare-t-il, toute discussion ultérieure devient impossible. (25, 711, 283, 811)
paragraph: On sait qu'une grande misère règne dans la province prussienne de Silésie et que des comités de secours se sont organisés pour faire distribuer des vêtements et des vivres aux habitants nécessiteux. Or, une correspondance adressée à la Gazette de Silésie dit que des fripiers accourus de Breslau et même de Berlin recherchent les malheureux qui se sont procuré des objets de cette façon et qu'on leur a donnés contre quelques pièces de monnaie avec lesquelles ils pourront satisfaire leur penchant à l'ivrognerie. Le correspondant propose d'apposer un timbre avec les lettres N. G. sur les effets d'habillement, et surtout de surveiller attentivement les menées de ces spéculateurs. (1112, 1816, 1367, 2017)
paragraph: A la suite d'un changement d'idées, pendant lequel on a reproduit de part et d'autre les mêmes arguments, MM. les plénipotentiaires décident de s'ajourner à dimanche, 14/23 novembre. (300, 1978, 555, 2035)
paragraph: S. Exc. M. Coundouriotis fait observer qu'on n'arrivera jamais à ce résultat tant désiré si on persiste à se perdre dans des discussions oiseuses et exprime l'opinion de mettre un terme aux négociations. (300, 341, 555, 412)
masthead-title: LA TURQUIE (737, 15, 909, 42)
paragraph: Nous sommes immensément plus forts depuis la construction de routes et de baraques, et nul doute ne croit ici que nous nous retirions jamais en deçà de Jellalabad. (1112, 719, 1367, 776)
column-6 (1383, 61, 1623, 2250)
paragraph: S. E. M. Colocotroni insiste de nouveau pour que les plénipotentiaires ottomans adoptent et proposent formellement une ligne car, d'après lui, on ne pourrait autrement continuer la discussion. (25, 1610, 283, 1667)
column-divider (562, 58, 563, 2255)
signature: P. Colocotroni. (456, 2145, 528, 2159)
page-number: 3 (1604, 15, 1618, 40)
paragraph: L'ancienne monarchie eut sa politique persévérante, suivie avec plus ou moins d'habileté et de succès, mais bien entendue en somme ; ce fut d'éloigner progressivement de la capitale Paris les frontières et de les étendre vers le nord et le Rhin. C'est ainsi que l'Alsace, la Lorraine, Metz, la Flandre tour à tour furent successivement annexées. Telle était la situation territoriale au moment de la Révolution de 1789 déclata. Cette révolution se déclara d'abord pacifique et ennemie des conquêtes ; puis, dès 1792, la Prusse et l'Autriche l'ayant attaquée, la Convention, se livrant à l'emportement révolutionnaire, généralisa les hostilités et amena toute l'Europe contre elle. Dans cette lutte, l'Europe n'eut pas le dessus. Les armées françaises arrivèrent jusqu'au Rhin ; et à la fin du siècle se trouva accompli dans toute son étendue le programme que l'ancienne monarchie avait poursuivi avec opiniâtreté. (570, 997, 825, 1269)
paragraph: Voici quelques détails sur les recherches faites dans le lit de Tay par les plongeurs : (1383, 1652, 1623, 1680)
paragraph: Nous sommes curieux de savoir ce que va faire M. le baron Haymerlé pour sauvegarder la dignité de la Monarchie vis-à-vis du gouvernement princier. (570, 796, 825, 839)
paragraph: Dans l'intérêt de cette affaire, des notes officielles ont été échangées entre le gouvernement austro hongrois et le gouvernement serbe, et ces notes se trouvent aujourd'hui publiées dans le Llo d de Pesth. (570, 484, 825, 541)
paragraph: « Le conseiller intime Huebler reste provisoirement à Berlin. On dit qu'il se reportera pour Vienne, pour continuer les négociations avec le cardinal Jacobini, qu'après l'arrivée à Berlin du prince Bismarck. On peut admettre que le chancelier désire lui donner personnellement ses instructions. » (1112, 1727, 1367, 1812)
paragraph: En terminant, M. Braïlas fait appel à l'esprit conciliant des plénipotentiaires ottomans et les prie de vouloir bien mettre un terme aux discussions infructueuses qu'se poursuivent depuis dix-huit mois et, conformément à la même manière, ne pourraient jamais aboutir à un résultat satisfaisant. (25, 179, 283, 265)
dateline: Jellalabad, 7 janvier. (1265, 242, 1367, 255)
paragraph: La société du chemin de fer de l'Etat autrichien est aussi, comme on sait, sur la ligne des concurrents pour la concession des chemins de fer serbes et nous croyons qu'avec de la prudence et en évitant toute collision avec le gouvernement, cette société, qui occupe déjà une position si ferme par son entreprise de communications dans le voisinage de la Serbie, a le plus de chance pour obtenir la concession qu'elle brigue. (570, 351, 825, 480)
paragraph: Le Morning Post s'exprime ainsi : (1397, 1282, 1560, 1295)
